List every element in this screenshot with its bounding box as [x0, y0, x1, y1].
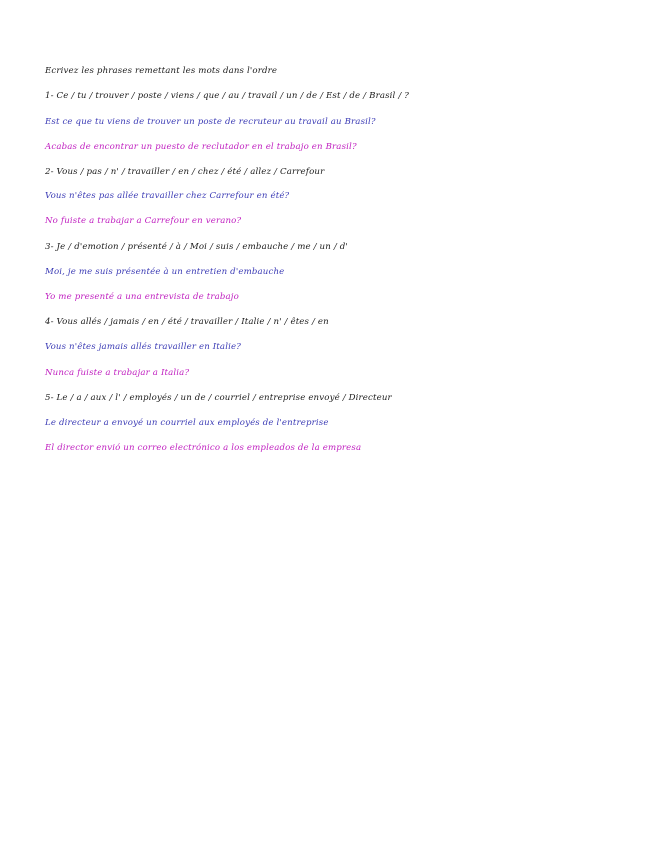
- exercise-5-french-answer: Le directeur a envoyé un courriel aux employés de l'entreprise: [45, 418, 329, 428]
- exercise-4-french-answer: Vous n'êtes jamais allés travailler en Italie?: [45, 342, 241, 352]
- exercise-4-spanish-translation: Nunca fuiste a trabajar a Italia?: [45, 368, 190, 378]
- exercise-5-prompt: 5- Le / a / aux / l' / employés / un de / courriel / entreprise envoyé / Directeur: [45, 393, 392, 403]
- exercise-1-spanish-translation: Acabas de encontrar un puesto de reclutador en el trabajo en Brasil?: [45, 142, 357, 152]
- exercise-3-spanish-translation: Yo me presenté a una entrevista de trabajo: [45, 292, 239, 302]
- exercise-1-prompt: 1- Ce / tu / trouver / poste / viens / que / au / travail / un / de / Est / de / Brasil / ?: [45, 91, 410, 101]
- exercise-2-french-answer: Vous n'êtes pas allée travailler chez Carrefour en été?: [45, 191, 290, 201]
- exercise-3-prompt: 3- Je / d'emotion / présenté / à / Moi / suis / embauche / me / un / d': [45, 242, 348, 252]
- exercise-3-french-answer: Moi, je me suis présentée à un entretien d'embauche: [45, 267, 285, 277]
- exercise-5-spanish-translation: El director envió un correo electrónico a los empleados de la empresa: [45, 443, 362, 453]
- exercise-1-french-answer: Est ce que tu viens de trouver un poste de recruteur au travail au Brasil?: [45, 117, 376, 127]
- exercise-2-spanish-translation: No fuiste a trabajar a Carrefour en verano?: [45, 216, 242, 226]
- exercise-2-prompt: 2- Vous / pas / n' / travailler / en / chez / été / allez / Carrefour: [45, 167, 325, 177]
- exercise-4-prompt: 4- Vous allés / jamais / en / été / travailler / Italie / n' / êtes / en: [45, 317, 329, 327]
- instruction-heading: Ecrivez les phrases remettant les mots dans l'ordre: [45, 66, 278, 76]
